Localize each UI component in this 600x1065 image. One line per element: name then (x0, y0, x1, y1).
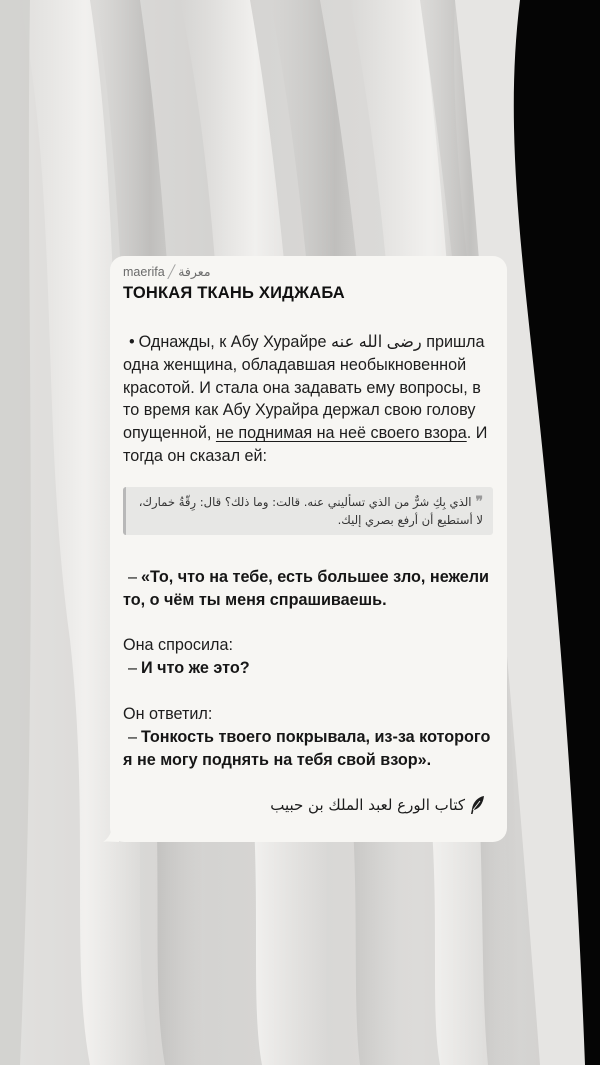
message-card (110, 256, 507, 842)
he-answered-label: Он ответил: (123, 704, 213, 723)
intro-text-2: . И тогда он сказал ей: (123, 424, 488, 465)
answer-line (123, 726, 493, 772)
post-title: ТОНКАЯ ТКАНЬ ХИДЖАБА (123, 284, 345, 302)
she-asked-label: Она спросила: (123, 636, 233, 655)
source-reference: كتاب الورع لعبد الملك بن حبيب (270, 796, 465, 815)
question-block (123, 634, 493, 680)
dash: – (128, 659, 138, 678)
reply-1 (123, 566, 493, 612)
channel-separator: ╱ (167, 265, 176, 279)
channel-name-arabic[interactable]: معرفة (178, 265, 211, 279)
answer-block (123, 703, 493, 771)
quote-text: الذي بِكِ شرٌّ من الذي تسأليني عنه. قالت: وما ذلك؟ قال: رِقّةُ خمارك، لا أستطيع أن أرفع بصري إليك. (138, 494, 483, 527)
dash: – (128, 567, 138, 586)
intro-paragraph (123, 331, 493, 468)
reply-2-text: Тонкость твоего покрывала, из-за которого я не могу поднять на тебя свой взор». (123, 727, 491, 769)
channel-name-latin[interactable]: maerifa (123, 265, 165, 279)
dash: – (128, 727, 138, 746)
intro-text-1: Однажды, к Абу Хурайре رضى الله عنه пришла одна женщина, обладавшая необыкновенной красотой. И стала она задавать ему вопросы, в то время как Абу Хурайра держал свою голову опущенной, (123, 333, 485, 443)
channel-name[interactable] (123, 264, 493, 280)
quote-mark-icon: ❞ (475, 493, 483, 510)
feather-icon (469, 795, 487, 815)
question-text: И что же это? (141, 659, 250, 678)
question-line (123, 657, 493, 680)
bullet: • (129, 333, 135, 351)
reply-1-text: «То, что на тебе, есть большее зло, нежели то, о чём ты меня спрашиваешь. (123, 567, 489, 609)
arabic-quote (123, 487, 493, 535)
underlined-phrase: не поднимая на неё своего взора (215, 424, 467, 443)
